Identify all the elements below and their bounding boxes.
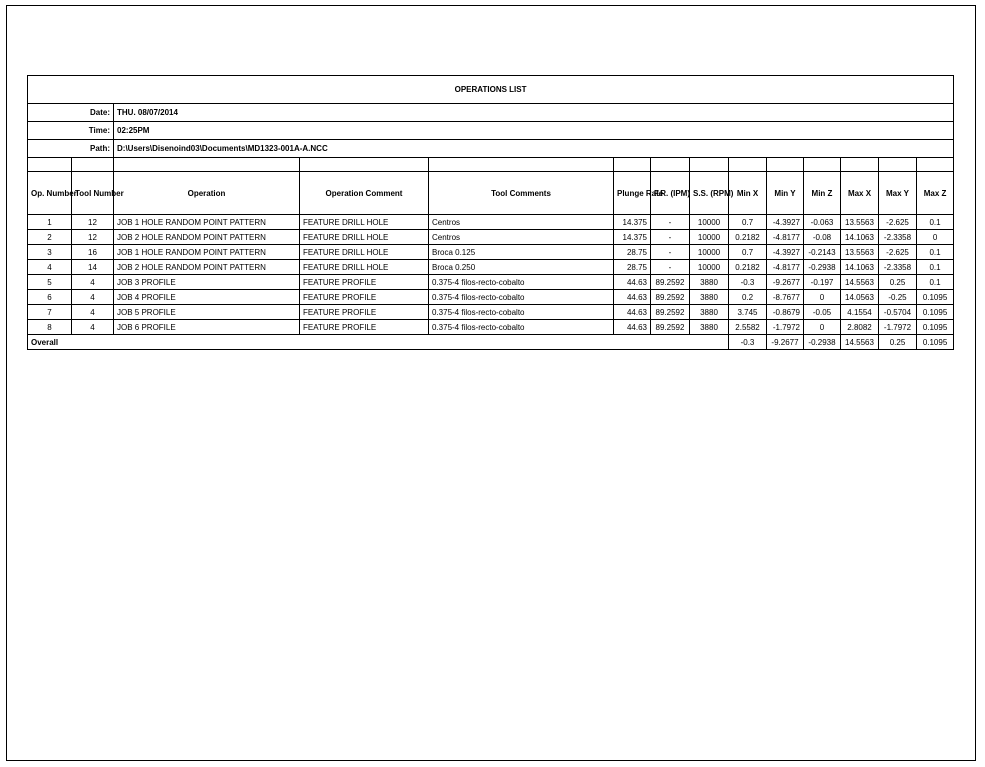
table-cell: Broca 0.125 <box>429 245 614 260</box>
table-cell: 0.1 <box>917 215 954 230</box>
table-cell: -2.625 <box>879 245 917 260</box>
table-cell: 0.1 <box>917 260 954 275</box>
table-cell: FEATURE PROFILE <box>300 275 429 290</box>
report-page <box>6 5 976 761</box>
table-cell: 89.2592 <box>651 320 690 335</box>
table-cell: -1.7972 <box>767 320 804 335</box>
table-cell: -0.5704 <box>879 305 917 320</box>
table-cell: -0.063 <box>804 215 841 230</box>
table-row <box>28 230 954 245</box>
table-cell: - <box>651 230 690 245</box>
table-row <box>28 260 954 275</box>
overall-row <box>28 335 954 350</box>
table-cell: 2.8082 <box>841 320 879 335</box>
overall-value: -9.2677 <box>767 335 804 350</box>
table-cell: 14 <box>72 260 114 275</box>
table-cell: -4.8177 <box>767 260 804 275</box>
table-cell: 89.2592 <box>651 305 690 320</box>
table-cell: 0.375-4 filos-recto-cobalto <box>429 305 614 320</box>
table-cell: FEATURE PROFILE <box>300 305 429 320</box>
table-cell: 0.2 <box>729 290 767 305</box>
table-cell: 4 <box>72 305 114 320</box>
table-cell: 4 <box>72 320 114 335</box>
table-cell: 10000 <box>690 215 729 230</box>
table-cell: 0.7 <box>729 245 767 260</box>
table-cell: JOB 2 HOLE RANDOM POINT PATTERN <box>114 230 300 245</box>
table-cell: 0.25 <box>879 275 917 290</box>
table-cell: -0.25 <box>879 290 917 305</box>
table-cell: 44.63 <box>614 275 651 290</box>
table-cell: -9.2677 <box>767 275 804 290</box>
table-cell: -2.3358 <box>879 230 917 245</box>
table-row <box>28 275 954 290</box>
table-cell: JOB 6 PROFILE <box>114 320 300 335</box>
table-cell: -2.625 <box>879 215 917 230</box>
table-cell: 3 <box>28 245 72 260</box>
table-cell: -4.3927 <box>767 215 804 230</box>
table-cell: 13.5563 <box>841 215 879 230</box>
spacer-row <box>28 158 954 172</box>
table-cell: Centros <box>429 215 614 230</box>
table-cell: 0.7 <box>729 215 767 230</box>
column-header: Tool Comments <box>429 172 614 215</box>
table-cell: 0.1 <box>917 245 954 260</box>
table-cell: 0 <box>804 320 841 335</box>
table-cell: 4 <box>72 290 114 305</box>
table-cell: -0.8679 <box>767 305 804 320</box>
overall-value: -0.2938 <box>804 335 841 350</box>
column-header: Min Z <box>804 172 841 215</box>
table-cell: -0.05 <box>804 305 841 320</box>
column-header: Operation Comment <box>300 172 429 215</box>
path-label: Path: <box>28 140 114 158</box>
table-cell: 2.5582 <box>729 320 767 335</box>
table-cell: Broca 0.250 <box>429 260 614 275</box>
table-cell: 14.1063 <box>841 260 879 275</box>
table-cell: -0.197 <box>804 275 841 290</box>
column-header: Max Z <box>917 172 954 215</box>
table-cell: 8 <box>28 320 72 335</box>
column-header: Op. Number <box>28 172 72 215</box>
table-cell: 28.75 <box>614 245 651 260</box>
table-cell: JOB 5 PROFILE <box>114 305 300 320</box>
overall-value: 0.1095 <box>917 335 954 350</box>
table-cell: 44.63 <box>614 290 651 305</box>
table-cell: 7 <box>28 305 72 320</box>
table-cell: -0.08 <box>804 230 841 245</box>
table-cell: -1.7972 <box>879 320 917 335</box>
table-cell: FEATURE PROFILE <box>300 320 429 335</box>
table-cell: -4.8177 <box>767 230 804 245</box>
table-row <box>28 305 954 320</box>
table-cell: FEATURE DRILL HOLE <box>300 215 429 230</box>
overall-value: 14.5563 <box>841 335 879 350</box>
table-cell: 10000 <box>690 245 729 260</box>
table-cell: 14.0563 <box>841 290 879 305</box>
overall-value: -0.3 <box>729 335 767 350</box>
table-cell: 6 <box>28 290 72 305</box>
path-value: D:\Users\Disenoind03\Documents\MD1323-001A-A.NCC <box>114 140 954 158</box>
column-header: Min Y <box>767 172 804 215</box>
table-row <box>28 320 954 335</box>
table-cell: 10000 <box>690 260 729 275</box>
column-header: Min X <box>729 172 767 215</box>
column-header: Tool Number <box>72 172 114 215</box>
table-cell: 3880 <box>690 305 729 320</box>
table-cell: FEATURE PROFILE <box>300 290 429 305</box>
date-label: Date: <box>28 104 114 122</box>
header-row <box>28 172 954 215</box>
column-header: Plunge Rate <box>614 172 651 215</box>
table-cell: 14.375 <box>614 215 651 230</box>
table-cell: JOB 3 PROFILE <box>114 275 300 290</box>
table-cell: -0.2143 <box>804 245 841 260</box>
table-cell: 0.375-4 filos-recto-cobalto <box>429 320 614 335</box>
table-cell: 10000 <box>690 230 729 245</box>
time-label: Time: <box>28 122 114 140</box>
table-cell: 0 <box>917 230 954 245</box>
table-cell: 1 <box>28 215 72 230</box>
report-title: OPERATIONS LIST <box>28 76 954 104</box>
table-cell: 14.5563 <box>841 275 879 290</box>
column-header: Max X <box>841 172 879 215</box>
table-cell: 44.63 <box>614 305 651 320</box>
table-cell: 3880 <box>690 320 729 335</box>
table-cell: -0.3 <box>729 275 767 290</box>
table-cell: 14.375 <box>614 230 651 245</box>
overall-label: Overall <box>28 335 729 350</box>
table-cell: 12 <box>72 215 114 230</box>
table-cell: 4.1554 <box>841 305 879 320</box>
table-cell: JOB 1 HOLE RANDOM POINT PATTERN <box>114 215 300 230</box>
table-cell: 89.2592 <box>651 275 690 290</box>
table-cell: 0.2182 <box>729 230 767 245</box>
table-cell: FEATURE DRILL HOLE <box>300 260 429 275</box>
time-value: 02:25PM <box>114 122 954 140</box>
table-cell: 3880 <box>690 290 729 305</box>
table-cell: 4 <box>28 260 72 275</box>
column-header: Operation <box>114 172 300 215</box>
table-cell: 5 <box>28 275 72 290</box>
table-cell: 0.1 <box>917 275 954 290</box>
table-cell: JOB 4 PROFILE <box>114 290 300 305</box>
table-row <box>28 290 954 305</box>
table-cell: 0.2182 <box>729 260 767 275</box>
table-cell: 0.1095 <box>917 320 954 335</box>
operations-table <box>27 75 954 350</box>
table-cell: -2.3358 <box>879 260 917 275</box>
table-cell: 0.375-4 filos-recto-cobalto <box>429 275 614 290</box>
table-row <box>28 245 954 260</box>
table-cell: 44.63 <box>614 320 651 335</box>
table-cell: 0.1095 <box>917 305 954 320</box>
table-cell: - <box>651 245 690 260</box>
table-cell: 89.2592 <box>651 290 690 305</box>
table-cell: FEATURE DRILL HOLE <box>300 230 429 245</box>
table-cell: JOB 1 HOLE RANDOM POINT PATTERN <box>114 245 300 260</box>
table-cell: 0.1095 <box>917 290 954 305</box>
table-cell: 16 <box>72 245 114 260</box>
table-cell: 12 <box>72 230 114 245</box>
column-header: S.S. (RPM) <box>690 172 729 215</box>
date-value: THU. 08/07/2014 <box>114 104 954 122</box>
column-header: Max Y <box>879 172 917 215</box>
table-cell: JOB 2 HOLE RANDOM POINT PATTERN <box>114 260 300 275</box>
table-cell: FEATURE DRILL HOLE <box>300 245 429 260</box>
table-cell: -0.2938 <box>804 260 841 275</box>
column-header: F.R. (IPM) <box>651 172 690 215</box>
overall-value: 0.25 <box>879 335 917 350</box>
table-row <box>28 215 954 230</box>
table-cell: -4.3927 <box>767 245 804 260</box>
table-cell: 14.1063 <box>841 230 879 245</box>
table-cell: 4 <box>72 275 114 290</box>
table-cell: Centros <box>429 230 614 245</box>
table-cell: 3.745 <box>729 305 767 320</box>
table-cell: 3880 <box>690 275 729 290</box>
table-cell: 28.75 <box>614 260 651 275</box>
table-cell: - <box>651 215 690 230</box>
table-cell: -8.7677 <box>767 290 804 305</box>
table-cell: 0 <box>804 290 841 305</box>
table-cell: - <box>651 260 690 275</box>
table-cell: 13.5563 <box>841 245 879 260</box>
table-cell: 2 <box>28 230 72 245</box>
table-cell: 0.375-4 filos-recto-cobalto <box>429 290 614 305</box>
